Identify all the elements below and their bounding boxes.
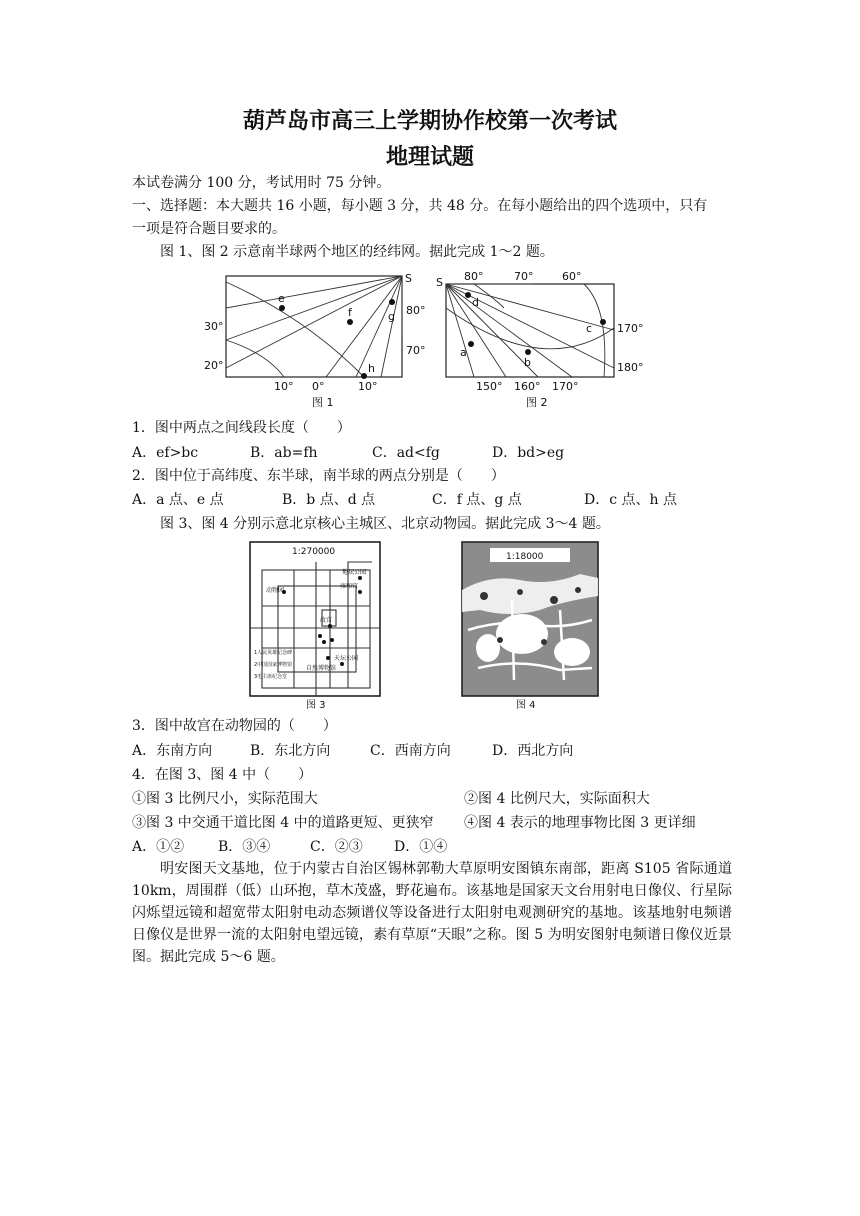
fig1-point-e: e <box>278 292 285 305</box>
fig3-label-ditan: 地坛公园 <box>342 569 367 576</box>
fig2-point-c: c <box>586 322 593 335</box>
fig3-label-gugong: 故宫 <box>320 617 333 624</box>
q3-stem: 3．图中故宫在动物园的（ ） <box>132 718 337 734</box>
q2-stem: 2．图中位于高纬度、东半球，南半球的两点分别是（ ） <box>132 468 505 484</box>
fig3-legend-1: 1人民英雄纪念碑 <box>254 650 293 656</box>
q4-option-b[interactable]: B．③④ <box>218 839 271 855</box>
fig3-label-tiantan: 天坛公园 <box>334 655 359 662</box>
group2-stem: 图 3、图 4 分别示意北京核心主城区、北京动物园。据此完成 3～4 题。 <box>160 516 610 532</box>
fig1-lat-30: 30° <box>204 320 224 333</box>
fig2-bottom-150: 150° <box>476 380 503 393</box>
fig2-right-180: 180° <box>617 361 644 374</box>
group1-stem: 图 1、图 2 示意南半球两个地区的经纬网。据此完成 1～2 题。 <box>160 244 554 260</box>
intro-line-1: 本试卷满分 100 分，考试用时 75 分钟。 <box>132 175 391 191</box>
fig1-lon-70: 70° <box>406 344 426 357</box>
q1-option-c[interactable]: C．ad<fg <box>372 445 440 461</box>
fig2-top-60: 60° <box>562 270 582 283</box>
passage-mingantu: 明安图天文基地，位于内蒙古自治区锡林郭勒大草原明安图镇东南部，距离 S105 省际通道 10km，周围群（低）山环抱，草木茂盛，野花遍布。该基地是国家天文台用射电日像仪、行星际闪烁望远镜和超宽带太阳射电动态频谱仪等设备进行太阳射电观测研究的基地。该基地射电频谱日像仪是世界一流的太阳射电望远镜，素有草原“天眼”之称。图 5 为明安图射电频谱日像仪近景图。据此完成 5～6 题。 <box>132 861 732 965</box>
q4-stem: 4．在图 3、图 4 中（ ） <box>132 767 313 783</box>
fig2-bottom-170: 170° <box>552 380 579 393</box>
q4-option-a[interactable]: A．①② <box>132 839 185 855</box>
fig2-top-70: 70° <box>514 270 534 283</box>
fig3-scale: 1:270000 <box>292 547 336 557</box>
q3-option-b[interactable]: B．东北方向 <box>250 743 331 759</box>
q1-option-a[interactable]: A．ef>bc <box>132 445 199 461</box>
figure-3-beijing-map <box>248 540 384 712</box>
fig2-point-d: d <box>472 296 479 309</box>
fig2-bottom-160: 160° <box>514 380 541 393</box>
fig1-point-f: f <box>348 306 352 319</box>
fig2-caption: 图 2 <box>526 396 548 409</box>
fig2-point-a: a <box>460 346 467 359</box>
fig1-lat-20: 20° <box>204 359 224 372</box>
q2-option-d[interactable]: D．c 点、h 点 <box>584 492 677 508</box>
fig4-scale: 1:18000 <box>506 552 544 562</box>
figure-4-zoo-map <box>460 540 600 712</box>
q3-option-a[interactable]: A．东南方向 <box>132 743 213 759</box>
fig3-label-yonghegong: 雍和宫 <box>340 583 359 590</box>
fig3-label-museum: 自然博物馆 <box>306 665 337 672</box>
q2-option-b[interactable]: B．b 点、d 点 <box>282 492 376 508</box>
fig3-caption: 图 3 <box>306 700 326 711</box>
fig1-point-g: g <box>388 310 395 323</box>
q4-statement-1: ①图 3 比例尺小，实际范围大 <box>132 791 318 807</box>
fig2-point-b: b <box>524 356 531 369</box>
figure-1-graticule <box>196 268 426 412</box>
intro-line-3: 一项是符合题目要求的。 <box>132 221 286 237</box>
fig2-pole-label: S <box>436 276 443 289</box>
q4-statement-2: ②图 4 比例尺大，实际面积大 <box>464 791 650 807</box>
fig1-lon-10w: 10° <box>274 380 294 393</box>
q1-option-b[interactable]: B．ab=fh <box>250 445 318 461</box>
fig1-point-h: h <box>368 362 375 375</box>
fig2-right-170: 170° <box>617 322 644 335</box>
fig1-pole-label: S <box>405 272 412 285</box>
q1-option-d[interactable]: D．bd>eg <box>492 445 565 461</box>
fig1-caption: 图 1 <box>312 396 334 409</box>
fig3-legend-2: 2中国国家博物馆 <box>254 662 293 668</box>
intro-line-2: 一、选择题：本大题共 16 小题，每小题 3 分，共 48 分。在每小题给出的四个选项中，只有 <box>132 198 708 214</box>
fig1-lon-0: 0° <box>312 380 325 393</box>
fig1-lon-80: 80° <box>406 304 426 317</box>
q3-option-c[interactable]: C．西南方向 <box>370 743 451 759</box>
q4-option-d[interactable]: D．①④ <box>394 839 448 855</box>
q2-option-a[interactable]: A．a 点、e 点 <box>132 492 224 508</box>
exam-title: 葫芦岛市高三上学期协作校第一次考试 <box>242 109 617 134</box>
q4-statement-3: ③图 3 中交通干道比图 4 中的道路更短、更狭窄 <box>132 815 434 831</box>
figure-2-graticule <box>434 268 646 412</box>
q4-statement-4: ④图 4 表示的地理事物比图 3 更详细 <box>464 815 696 831</box>
fig1-lon-10e: 10° <box>358 380 378 393</box>
fig3-label-zoo: 动物园 <box>266 587 285 594</box>
q2-option-c[interactable]: C．f 点、g 点 <box>432 492 522 508</box>
q4-option-c[interactable]: C．②③ <box>310 839 363 855</box>
q1-stem: 1．图中两点之间线段长度（ ） <box>132 420 351 436</box>
fig4-caption: 图 4 <box>516 700 536 711</box>
fig2-top-80: 80° <box>464 270 484 283</box>
exam-subtitle: 地理试题 <box>385 145 474 170</box>
fig3-legend-3: 3毛主席纪念堂 <box>254 674 288 680</box>
q3-option-d[interactable]: D．西北方向 <box>492 743 574 759</box>
